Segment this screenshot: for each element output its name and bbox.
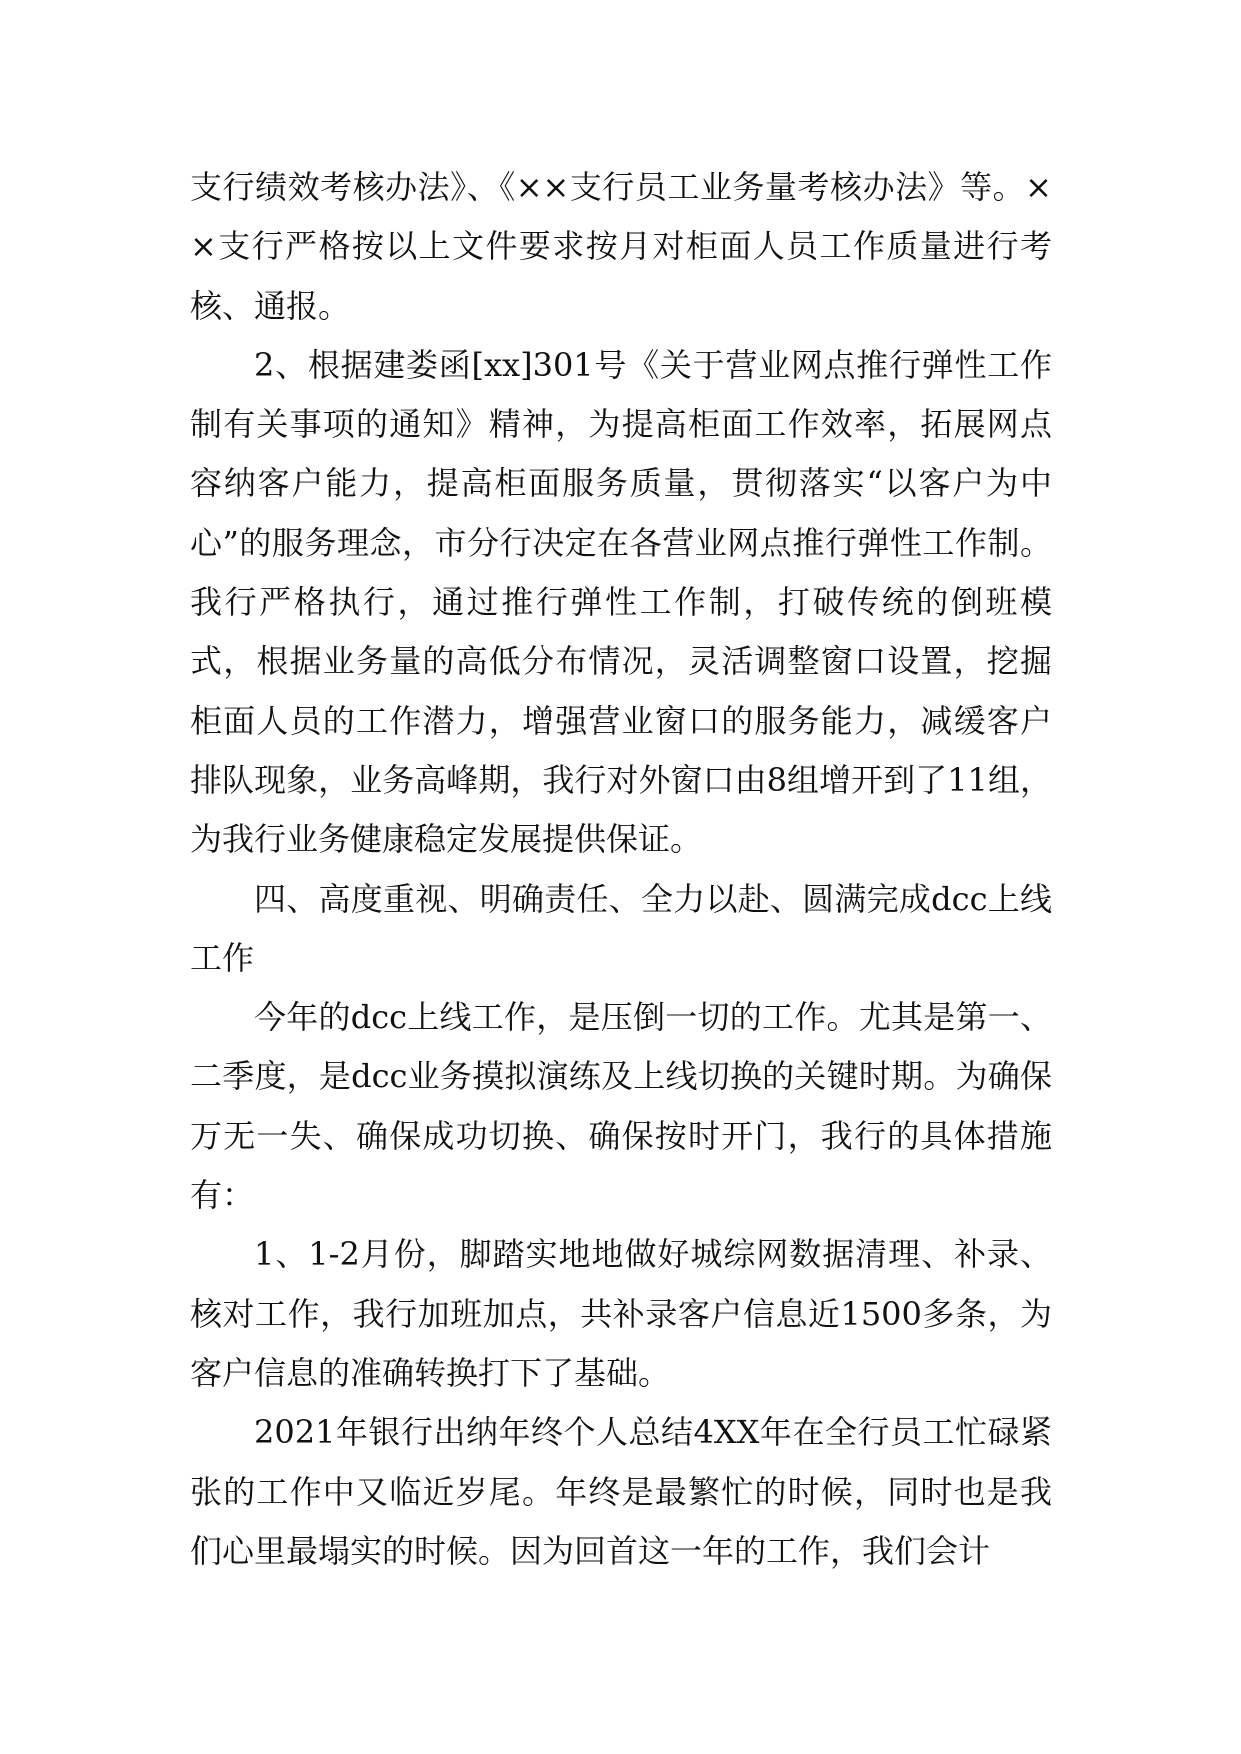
- paragraph-1: 支行绩效考核办法》、《××支行员工业务量考核办法》等。××支行严格按以上文件要求按月对柜面人员工作质量进行考核、通报。: [190, 168, 1052, 325]
- section-heading-4: 四、高度重视、明确责任、全力以赴、圆满完成dcc上线工作: [190, 879, 1052, 977]
- paragraph-5: 2021年银行出纳年终个人总结4XX年在全行员工忙碌紧张的工作中又临近岁尾。年终是最繁忙的时候，同时也是我们心里最塌实的时候。因为回首这一年的工作，我们会计: [190, 1413, 1052, 1570]
- paragraph-2: 2、根据建娄函[xx]301号《关于营业网点推行弹性工作制有关事项的通知》精神，为提高柜面工作效率，拓展网点容纳客户能力，提高柜面服务质量，贯彻落实“以客户为中心”的服务理念，市分行决定在各营业网点推行弹性工作制。我行严格执行，通过推行弹性工作制，打破传统的倒班模式，根据业务量的高低分布情况，灵活调整窗口设置，挖掘柜面人员的工作潜力，增强营业窗口的服务能力，减缓客户排队现象，业务高峰期，我行对外窗口由8组增开到了11组，为我行业务健康稳定发展提供保证。: [190, 345, 1052, 859]
- paragraph-4: 1、1-2月份，脚踏实地地做好城综网数据清理、补录、核对工作，我行加班加点，共补录客户信息近1500多条，为客户信息的准确转换打下了基础。: [190, 1235, 1052, 1392]
- paragraph-3: 今年的dcc上线工作，是压倒一切的工作。尤其是第一、二季度，是dcc业务摸拟演练及上线切换的关键时期。为确保万无一失、确保成功切换、确保按时开门，我行的具体措施有：: [190, 998, 1052, 1215]
- document-body: [190, 158, 1052, 1581]
